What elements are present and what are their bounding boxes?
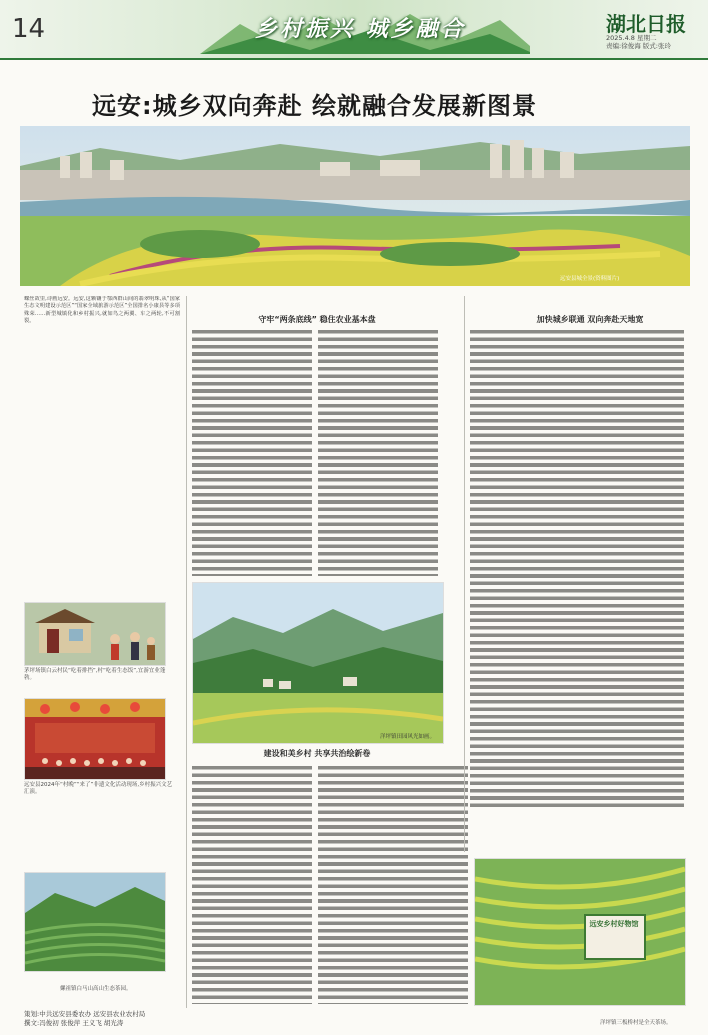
section-head-2: 加快城乡联通 双向奔赴天地宽 <box>536 315 644 324</box>
photo-caption-5: 洋坪镇三板桥村是全天茶场。 <box>600 1020 672 1026</box>
photo-tea-farm <box>474 858 686 1006</box>
headline: 远安:城乡双向奔赴 绘就融合发展新图景 <box>92 92 537 120</box>
body-column-2b <box>318 328 438 576</box>
credits <box>24 1010 145 1028</box>
section-head-3: 建设和美乡村 共享共治绘新卷 <box>263 749 371 758</box>
photo-caption-1: 茅坪场镇白云村民“吃着排挡”,村“吃着生态饭”,宜游宜业蓬勃。 <box>24 668 166 681</box>
farm-sign: 远安乡村好物馆 <box>589 920 639 928</box>
credit-line: 撰文:冯俊初 张俊萍 王义飞 胡光涛 <box>24 1019 124 1027</box>
photo-village-landscape <box>192 582 444 744</box>
section-head-1: 守牢“两条底线” 稳住农业基本盘 <box>258 315 376 324</box>
issue-date <box>606 34 671 50</box>
lead-column <box>24 296 180 596</box>
column-divider <box>186 296 187 1008</box>
body-column-4b <box>318 764 468 1004</box>
photo-village-festival <box>24 698 166 780</box>
hero-aerial-photo <box>20 126 690 286</box>
lead-text: 蝶丝故里,诗画远安。远安,这颗镶于鄂西群山间的翡翠明珠,从“国家生态文明建设示范区”“国家全域旅游示范区”全国排名小康县等多项殊荣……新型城镇化和乡村振兴,就如鸟之两翼、车之两轮,不可割裂。 <box>24 296 180 325</box>
editor-line: 责编:徐俊海 版式:张玲 <box>606 42 671 50</box>
newspaper-name: 湖北日报 <box>606 12 686 36</box>
body-column-4a <box>192 764 312 1004</box>
photo-caption-3: 嫘祖镇白马山高山生态茶园。 <box>60 986 132 992</box>
body-column-3 <box>470 328 684 808</box>
date-line: 2025.4.8 星期二 <box>606 34 657 42</box>
hero-caption: 远安县城全景(资料图片) <box>560 276 620 282</box>
page-number: 14 <box>12 14 46 44</box>
photo-caption-2: 远安县2024年“村晚”“来了”非遗文化活动现场,乡村振兴文艺汇演。 <box>24 782 173 795</box>
credit-line: 策划:中共远安县委农办 远安县农业农村局 <box>24 1010 146 1018</box>
section-title: 乡村振兴 城乡融合 <box>255 17 466 42</box>
photo-village-shop <box>24 602 166 666</box>
photo-tea-garden <box>24 872 166 972</box>
body-column-2a <box>192 328 312 576</box>
column-divider <box>464 296 465 852</box>
photo-caption-4: 洋坪镇田园风光如画。 <box>380 734 436 740</box>
